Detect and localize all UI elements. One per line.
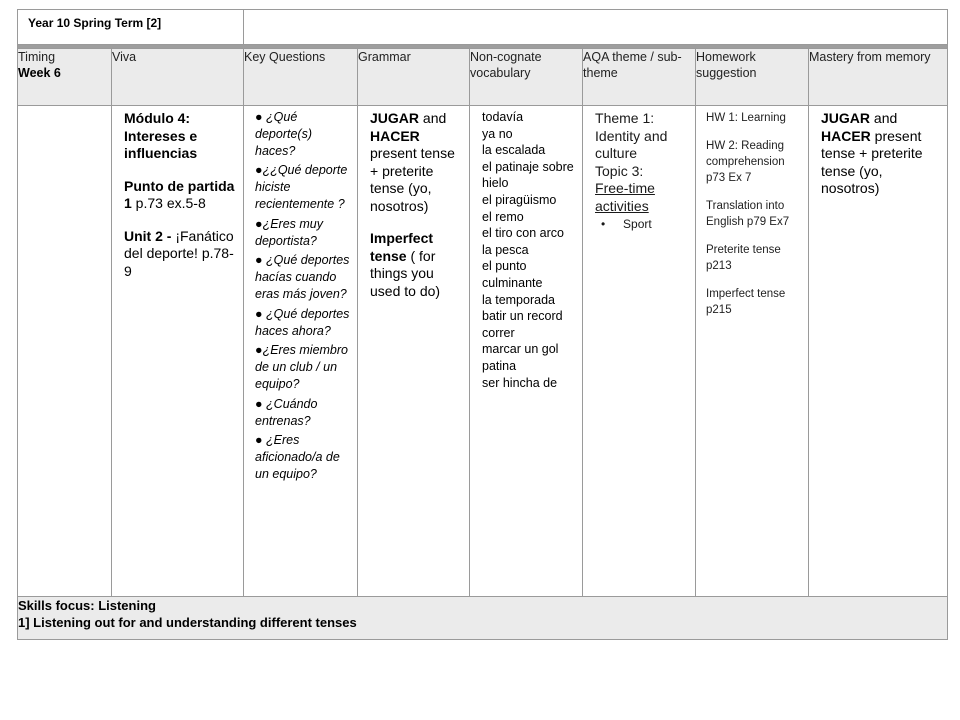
key-question: ●¿Eres muy deportista? — [255, 216, 323, 248]
module-title: Módulo 4: Intereses e influencias — [124, 110, 198, 161]
punto-de-partida: Punto de partida 1 p.73 ex.5-8 — [124, 177, 235, 211]
title-blank-cell — [244, 10, 948, 45]
hw-translation: Translation into English p79 Ex7 — [706, 200, 790, 228]
hw-preterite: Preterite tense p213 — [706, 244, 781, 272]
vocabulary-item: el piragüismo — [482, 192, 557, 207]
grammar-present-preterite: JUGAR and HACER present tense + preterite tense (yo, nosotros) — [370, 110, 455, 214]
skills-focus: Skills focus: Listening — [18, 598, 156, 613]
key-question: ●¿Eres miembro de un club / un equipo? — [255, 343, 348, 391]
vocabulary-cell — [470, 106, 583, 597]
vocabulary-item: marcar un gol — [482, 342, 559, 357]
header-timing-label: Timing — [18, 50, 56, 64]
key-question: ● ¿Eres aficionado/a de un equipo? — [255, 433, 340, 481]
vocabulary-item: ya no — [482, 126, 513, 141]
aqa-topic: Topic 3: — [595, 162, 644, 179]
homework-cell — [696, 106, 809, 597]
header-aqa-theme: AQA theme / sub-theme — [583, 49, 696, 106]
key-questions-cell — [244, 106, 358, 597]
hw-1: HW 1: Learning — [706, 112, 786, 124]
table-title: Year 10 Spring Term [2] — [18, 10, 244, 45]
header-homework: Homework suggestion — [696, 49, 809, 106]
header-mastery: Mastery from memory — [809, 49, 948, 106]
key-question: ● ¿Qué deporte(s) haces? — [255, 110, 312, 158]
header-viva: Viva — [112, 49, 244, 106]
key-question: ●¿¿Qué deporte hiciste recientemente ? — [255, 163, 348, 211]
vocabulary-item: el remo — [482, 209, 524, 224]
header-grammar: Grammar — [358, 49, 470, 106]
vocabulary-item: la pesca — [482, 242, 529, 257]
grammar-imperfect: Imperfect tense ( for things you used to do) — [370, 230, 441, 299]
header-vocabulary: Non-cognate vocabulary — [470, 49, 583, 106]
vocabulary-item: ser hincha de — [482, 375, 558, 390]
header-timing — [18, 49, 112, 106]
hw-imperfect: Imperfect tense p215 — [706, 288, 786, 316]
vocabulary-item: patina — [482, 358, 517, 373]
vocabulary-item: todavía — [482, 110, 524, 124]
vocabulary-item: la escalada — [482, 143, 546, 158]
mastery-text: JUGAR and HACER present tense + preterite tense (yo, nosotros) — [821, 110, 923, 196]
week-6-row — [18, 106, 948, 597]
hw-2: HW 2: Reading comprehension p73 Ex 7 — [706, 140, 785, 184]
vocabulary-item: la temporada — [482, 292, 555, 307]
header-row — [18, 49, 948, 106]
vocabulary-item: el punto culminante — [482, 259, 543, 290]
aqa-subtopic: Free-time activities — [595, 180, 655, 214]
header-key-questions: Key Questions — [244, 49, 358, 106]
key-question: ● ¿Qué deportes haces ahora? — [255, 306, 350, 338]
key-question: ● ¿Cuándo entrenas? — [255, 396, 318, 428]
aqa-theme: Theme 1: Identity and culture — [595, 110, 668, 161]
mastery-cell — [809, 106, 948, 597]
vocabulary-item: el tiro con arco — [482, 226, 564, 241]
vocabulary-item: el patinaje sobre hielo — [482, 159, 574, 191]
grammar-cell — [358, 106, 470, 597]
vocabulary-item: batir un record — [482, 309, 563, 324]
timing-cell — [18, 106, 112, 597]
key-question: ● ¿Qué deportes hacías cuando eras más joven? — [255, 253, 350, 301]
skills-cell — [18, 597, 948, 640]
unit-2: Unit 2 - ¡Fanático del deporte! p.78-9 — [124, 227, 234, 279]
aqa-cell — [583, 106, 696, 597]
key-questions-list — [244, 106, 357, 483]
aqa-bullet-sport: • Sport — [623, 217, 691, 232]
lesson-plan-table — [17, 9, 948, 640]
title-row — [18, 10, 948, 45]
vocabulary-item: correr — [482, 325, 515, 340]
viva-cell — [112, 106, 244, 597]
skills-item: 1] Listening out for and understanding different tenses — [18, 615, 357, 630]
skills-row — [18, 597, 948, 640]
header-week: Week 6 — [18, 66, 61, 80]
vocabulary-list — [470, 106, 582, 391]
